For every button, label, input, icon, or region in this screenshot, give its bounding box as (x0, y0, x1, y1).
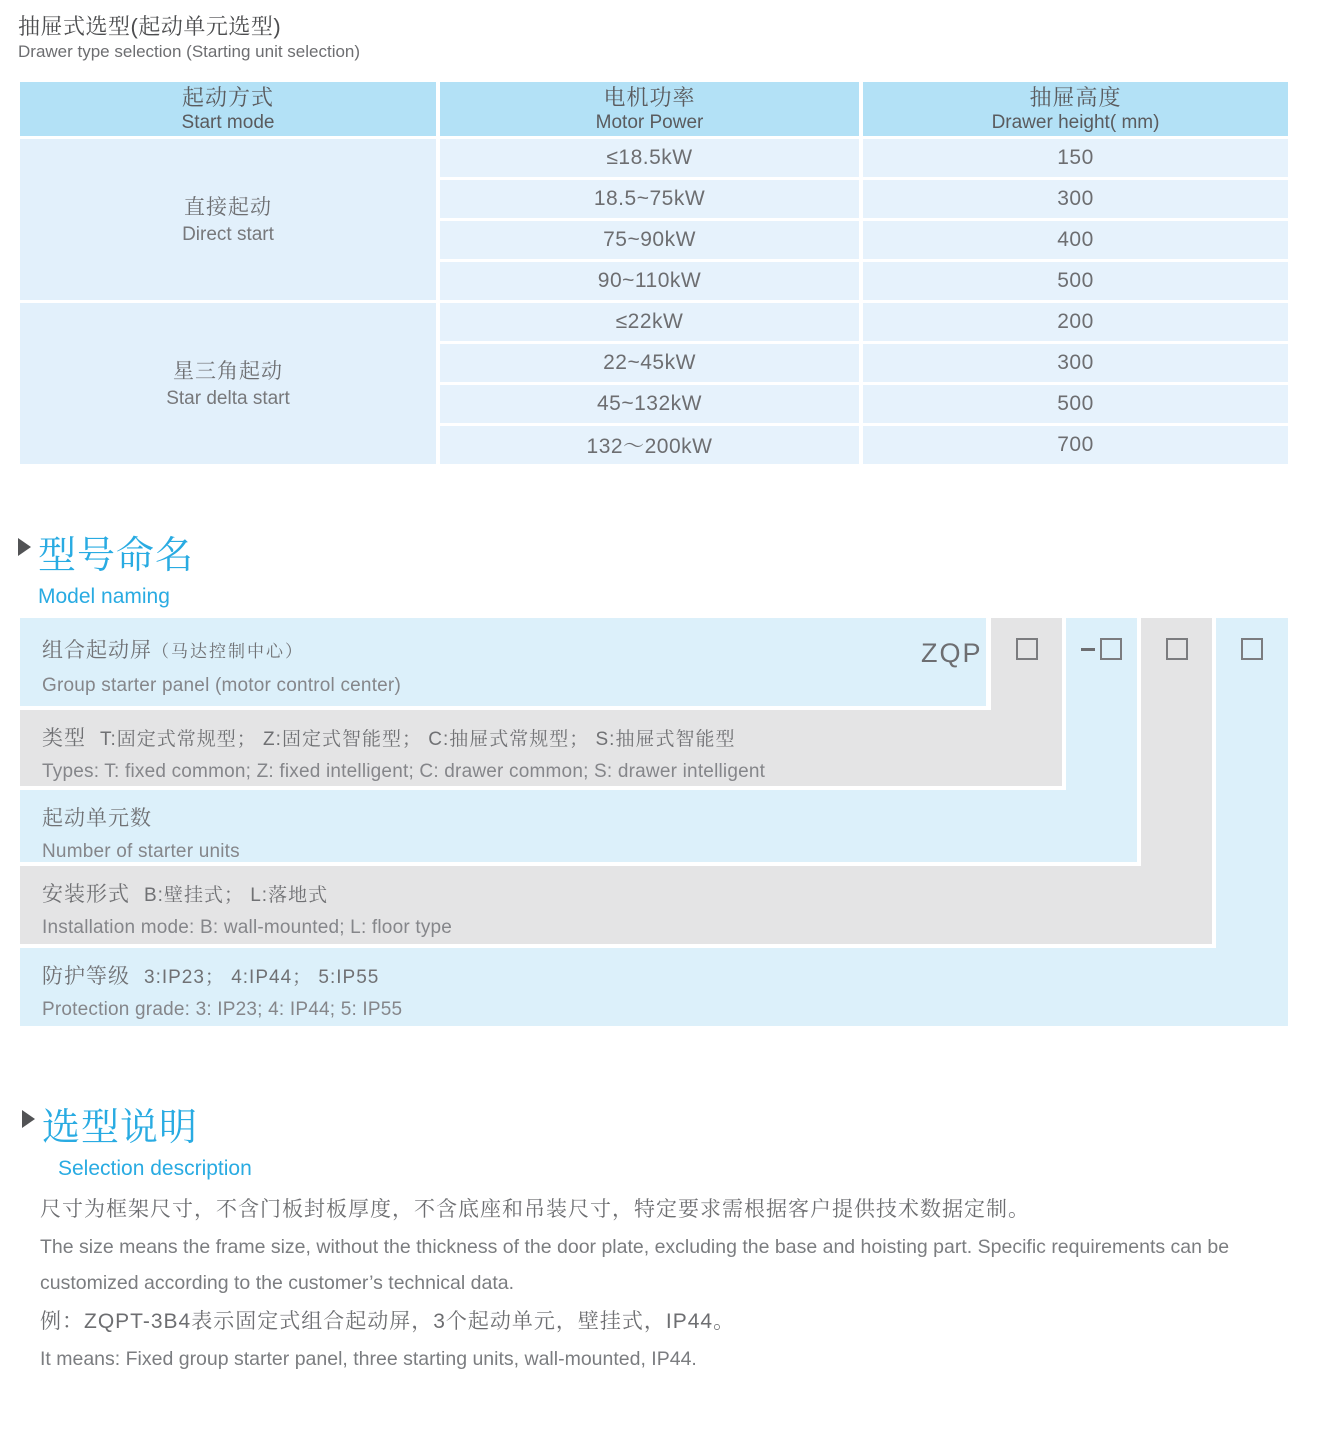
band-number-of-starter-units (20, 790, 1137, 862)
band-label-zh (42, 634, 986, 664)
code-box-type (1016, 638, 1038, 660)
band-label-en: Protection grade: 3: IP23; 4: IP44; 5: IP55 (42, 999, 403, 1020)
col-header-start-mode (20, 82, 436, 136)
triangle-bullet-icon (22, 1110, 35, 1128)
paragraph-zh: 例：ZQPT-3B4表示固定式组合起动屏，3个起动单元，壁挂式，IP44。 (40, 1310, 736, 1333)
band-zh-detail: T:固定式常规型； Z:固定式智能型； C:抽屉式常规型； S:抽屉式智能型 (100, 729, 736, 750)
power-cell: 132～200kW (440, 426, 859, 464)
band-label-en: Group starter panel (motor control center) (42, 675, 401, 696)
paragraph-en: The size means the frame size, without the thickness of the door plate, excluding the base and hoisting part. Specific requirements can be customized according to the customer’s technical data. (40, 1236, 1230, 1294)
height-cell: 500 (863, 262, 1288, 300)
height-cell: 400 (863, 221, 1288, 259)
band-zh-detail: 3:IP23； 4:IP44； 5:IP55 (144, 967, 380, 988)
band-protection-grade (20, 948, 1288, 1026)
mode-zh: 直接起动 (184, 195, 272, 219)
model-code-prefix: ZQP (921, 638, 983, 668)
height-cell: 150 (863, 139, 1288, 177)
header-en: Motor Power (595, 111, 704, 133)
band-types (20, 710, 1062, 786)
power-cell: 90~110kW (440, 262, 859, 300)
band-label-en: Installation mode: B: wall-mounted; L: floor type (42, 917, 453, 938)
band-zh-note: （马达控制中心） (152, 642, 304, 661)
page-title: 抽屉式选型(起动单元选型) (18, 14, 282, 39)
code-box-installation (1166, 638, 1188, 660)
power-cell: 75~90kW (440, 221, 859, 259)
band-zh-main: 防护等级 (42, 965, 130, 988)
mode-en: Star delta start (166, 387, 290, 409)
mode-cell-star-delta-start (20, 303, 436, 464)
band-label-en: Types: T: fixed common; Z: fixed intelligent; C: drawer common; S: drawer intelligent (42, 761, 766, 782)
height-cell: 200 (863, 303, 1288, 341)
code-box-protection (1241, 638, 1263, 660)
section-model-naming (18, 524, 194, 609)
col-header-motor-power (440, 82, 859, 136)
band-installation-mode (20, 866, 1212, 944)
page-subtitle: Drawer type selection (Starting unit selection) (18, 42, 361, 61)
mode-cell-direct-start (20, 139, 436, 300)
header-en: Start mode (181, 111, 275, 133)
selection-description-text (40, 1192, 1292, 1380)
band-label-en: Number of starter units (42, 841, 240, 862)
triangle-bullet-icon (18, 538, 31, 556)
col-header-drawer-height (863, 82, 1288, 136)
model-naming-diagram (20, 618, 1288, 1026)
power-cell: 45~132kW (440, 385, 859, 423)
dash-icon (1081, 648, 1095, 651)
band-zh-main: 起动单元数 (42, 807, 152, 830)
band-label-zh (42, 960, 1288, 990)
header-zh: 起动方式 (181, 84, 274, 110)
band-zh-main: 安装形式 (42, 883, 130, 906)
code-box-units (1100, 638, 1122, 660)
section-title-en: Model naming (38, 585, 170, 608)
drawer-selection-table (20, 82, 1288, 464)
header-zh: 抽屉高度 (1029, 84, 1122, 110)
power-cell: ≤18.5kW (440, 139, 859, 177)
paragraph-zh: 尺寸为框架尺寸，不含门板封板厚度，不含底座和吊装尺寸，特定要求需根据客户提供技术数据定制。 (40, 1198, 1030, 1221)
band-label-zh (42, 722, 1062, 752)
section-title-zh: 选型说明 (42, 1107, 199, 1149)
paragraph-en: It means: Fixed group starter panel, three starting units, wall-mounted, IP44. (40, 1348, 697, 1370)
height-cell: 300 (863, 180, 1288, 218)
height-cell: 700 (863, 426, 1288, 464)
band-group-starter-panel (20, 618, 986, 706)
band-label-zh (42, 802, 1137, 832)
power-cell: 22~45kW (440, 344, 859, 382)
section-selection-description (22, 1096, 252, 1181)
band-zh-main: 类型 (42, 727, 86, 750)
section-title-en: Selection description (58, 1157, 252, 1180)
mode-en: Direct start (182, 223, 274, 245)
height-cell: 300 (863, 344, 1288, 382)
band-zh-detail: B:壁挂式； L:落地式 (144, 885, 329, 906)
band-zh-main: 组合起动屏 (42, 639, 152, 662)
power-cell: ≤22kW (440, 303, 859, 341)
power-cell: 18.5~75kW (440, 180, 859, 218)
header-zh: 电机功率 (603, 84, 696, 110)
height-cell: 500 (863, 385, 1288, 423)
header-en: Drawer height( mm) (991, 111, 1160, 133)
section-title-zh: 型号命名 (38, 535, 195, 577)
band-label-zh (42, 878, 1212, 908)
mode-zh: 星三角起动 (173, 359, 283, 383)
